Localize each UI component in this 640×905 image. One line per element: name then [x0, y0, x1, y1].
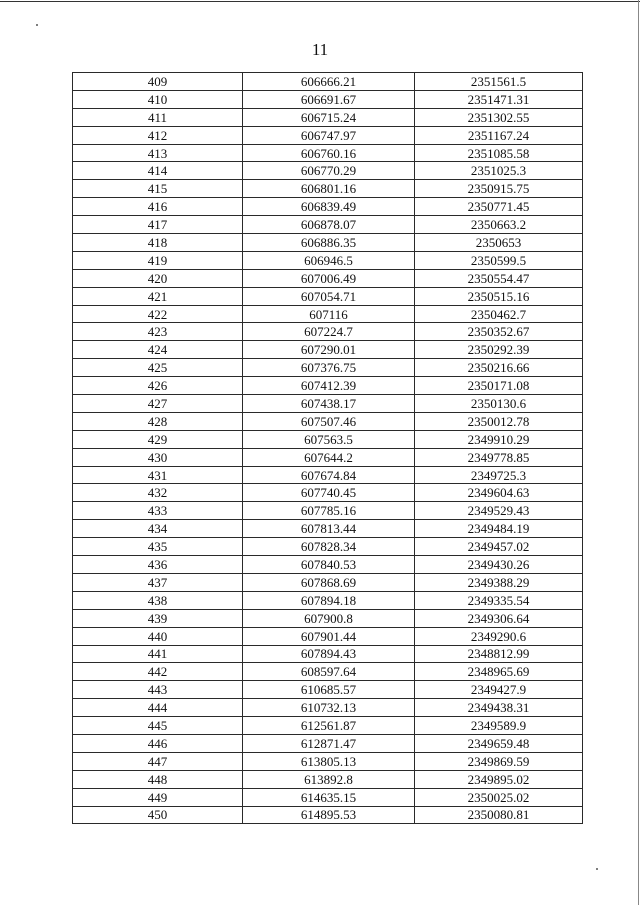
- y-coordinate-cell: 2349869.59: [415, 752, 583, 770]
- y-coordinate-cell: 2349335.54: [415, 591, 583, 609]
- y-coordinate-cell: 2349589.9: [415, 717, 583, 735]
- table-row: [73, 305, 583, 323]
- top-scan-border: [0, 1, 640, 2]
- x-coordinate-cell: 610685.57: [243, 681, 415, 699]
- point-number-cell: 431: [73, 466, 243, 484]
- point-number-cell: 448: [73, 770, 243, 788]
- point-number-cell: 415: [73, 180, 243, 198]
- x-coordinate-cell: 606946.5: [243, 251, 415, 269]
- y-coordinate-cell: 2350171.08: [415, 377, 583, 395]
- y-coordinate-cell: 2349290.6: [415, 627, 583, 645]
- y-coordinate-cell: 2350663.2: [415, 216, 583, 234]
- point-number-cell: 436: [73, 556, 243, 574]
- table-row: [73, 377, 583, 395]
- point-number-cell: 420: [73, 269, 243, 287]
- y-coordinate-cell: 2351302.55: [415, 108, 583, 126]
- y-coordinate-cell: 2350130.6: [415, 395, 583, 413]
- scan-speck: [596, 868, 598, 870]
- table-row: [73, 699, 583, 717]
- x-coordinate-cell: 607674.84: [243, 466, 415, 484]
- y-coordinate-cell: 2349659.48: [415, 734, 583, 752]
- point-number-cell: 425: [73, 359, 243, 377]
- x-coordinate-cell: 613892.8: [243, 770, 415, 788]
- point-number-cell: 441: [73, 645, 243, 663]
- y-coordinate-cell: 2349484.19: [415, 520, 583, 538]
- x-coordinate-cell: 607438.17: [243, 395, 415, 413]
- x-coordinate-cell: 612871.47: [243, 734, 415, 752]
- y-coordinate-cell: 2351085.58: [415, 144, 583, 162]
- table-row: [73, 591, 583, 609]
- x-coordinate-cell: 607006.49: [243, 269, 415, 287]
- table-row: [73, 144, 583, 162]
- x-coordinate-cell: 613805.13: [243, 752, 415, 770]
- table-row: [73, 108, 583, 126]
- coordinates-table-body: [73, 73, 583, 824]
- x-coordinate-cell: 606691.67: [243, 90, 415, 108]
- table-row: [73, 162, 583, 180]
- point-number-cell: 435: [73, 538, 243, 556]
- point-number-cell: 423: [73, 323, 243, 341]
- y-coordinate-cell: 2350771.45: [415, 198, 583, 216]
- y-coordinate-cell: 2350515.16: [415, 287, 583, 305]
- y-coordinate-cell: 2350012.78: [415, 412, 583, 430]
- x-coordinate-cell: 606715.24: [243, 108, 415, 126]
- table-row: [73, 645, 583, 663]
- x-coordinate-cell: 607412.39: [243, 377, 415, 395]
- point-number-cell: 422: [73, 305, 243, 323]
- table-row: [73, 681, 583, 699]
- y-coordinate-cell: 2349725.3: [415, 466, 583, 484]
- point-number-cell: 430: [73, 448, 243, 466]
- x-coordinate-cell: 607740.45: [243, 484, 415, 502]
- table-row: [73, 752, 583, 770]
- table-row: [73, 484, 583, 502]
- y-coordinate-cell: 2351561.5: [415, 73, 583, 91]
- table-row: [73, 788, 583, 806]
- table-row: [73, 251, 583, 269]
- y-coordinate-cell: 2351471.31: [415, 90, 583, 108]
- point-number-cell: 417: [73, 216, 243, 234]
- point-number-cell: 432: [73, 484, 243, 502]
- x-coordinate-cell: 606770.29: [243, 162, 415, 180]
- y-coordinate-cell: 2350352.67: [415, 323, 583, 341]
- y-coordinate-cell: 2349427.9: [415, 681, 583, 699]
- x-coordinate-cell: 606839.49: [243, 198, 415, 216]
- table-row: [73, 73, 583, 91]
- point-number-cell: 442: [73, 663, 243, 681]
- x-coordinate-cell: 607116: [243, 305, 415, 323]
- point-number-cell: 424: [73, 341, 243, 359]
- point-number-cell: 438: [73, 591, 243, 609]
- point-number-cell: 443: [73, 681, 243, 699]
- y-coordinate-cell: 2349910.29: [415, 430, 583, 448]
- point-number-cell: 444: [73, 699, 243, 717]
- point-number-cell: 437: [73, 573, 243, 591]
- x-coordinate-cell: 610732.13: [243, 699, 415, 717]
- point-number-cell: 446: [73, 734, 243, 752]
- y-coordinate-cell: 2350462.7: [415, 305, 583, 323]
- x-coordinate-cell: 614635.15: [243, 788, 415, 806]
- right-scan-border: [638, 0, 639, 905]
- table-row: [73, 717, 583, 735]
- x-coordinate-cell: 607900.8: [243, 609, 415, 627]
- y-coordinate-cell: 2349306.64: [415, 609, 583, 627]
- table-row: [73, 180, 583, 198]
- y-coordinate-cell: 2351025.3: [415, 162, 583, 180]
- table-row: [73, 323, 583, 341]
- table-row: [73, 627, 583, 645]
- table-row: [73, 573, 583, 591]
- table-row: [73, 412, 583, 430]
- point-number-cell: 434: [73, 520, 243, 538]
- table-row: [73, 770, 583, 788]
- point-number-cell: 450: [73, 806, 243, 824]
- x-coordinate-cell: 607290.01: [243, 341, 415, 359]
- y-coordinate-cell: 2349438.31: [415, 699, 583, 717]
- table-row: [73, 448, 583, 466]
- y-coordinate-cell: 2350653: [415, 234, 583, 252]
- x-coordinate-cell: 607828.34: [243, 538, 415, 556]
- table-row: [73, 734, 583, 752]
- y-coordinate-cell: 2350599.5: [415, 251, 583, 269]
- y-coordinate-cell: 2349388.29: [415, 573, 583, 591]
- point-number-cell: 413: [73, 144, 243, 162]
- y-coordinate-cell: 2349895.02: [415, 770, 583, 788]
- point-number-cell: 445: [73, 717, 243, 735]
- point-number-cell: 421: [73, 287, 243, 305]
- point-number-cell: 439: [73, 609, 243, 627]
- x-coordinate-cell: 607901.44: [243, 627, 415, 645]
- y-coordinate-cell: 2350554.47: [415, 269, 583, 287]
- table-row: [73, 395, 583, 413]
- y-coordinate-cell: 2349604.63: [415, 484, 583, 502]
- x-coordinate-cell: 606878.07: [243, 216, 415, 234]
- point-number-cell: 426: [73, 377, 243, 395]
- y-coordinate-cell: 2350292.39: [415, 341, 583, 359]
- page-number: 11: [311, 40, 329, 59]
- x-coordinate-cell: 607894.18: [243, 591, 415, 609]
- x-coordinate-cell: 607868.69: [243, 573, 415, 591]
- coordinates-table: [72, 72, 583, 824]
- x-coordinate-cell: 612561.87: [243, 717, 415, 735]
- point-number-cell: 410: [73, 90, 243, 108]
- point-number-cell: 449: [73, 788, 243, 806]
- scan-speck: [36, 24, 38, 26]
- x-coordinate-cell: 607224.7: [243, 323, 415, 341]
- y-coordinate-cell: 2351167.24: [415, 126, 583, 144]
- y-coordinate-cell: 2348965.69: [415, 663, 583, 681]
- x-coordinate-cell: 607507.46: [243, 412, 415, 430]
- x-coordinate-cell: 608597.64: [243, 663, 415, 681]
- point-number-cell: 411: [73, 108, 243, 126]
- x-coordinate-cell: 607894.43: [243, 645, 415, 663]
- x-coordinate-cell: 607376.75: [243, 359, 415, 377]
- point-number-cell: 419: [73, 251, 243, 269]
- y-coordinate-cell: 2349778.85: [415, 448, 583, 466]
- x-coordinate-cell: 607840.53: [243, 556, 415, 574]
- x-coordinate-cell: 614895.53: [243, 806, 415, 824]
- table-row: [73, 198, 583, 216]
- y-coordinate-cell: 2350080.81: [415, 806, 583, 824]
- table-row: [73, 538, 583, 556]
- table-row: [73, 556, 583, 574]
- table-row: [73, 359, 583, 377]
- table-row: [73, 806, 583, 824]
- point-number-cell: 440: [73, 627, 243, 645]
- point-number-cell: 429: [73, 430, 243, 448]
- y-coordinate-cell: 2350915.75: [415, 180, 583, 198]
- x-coordinate-cell: 606886.35: [243, 234, 415, 252]
- x-coordinate-cell: 607054.71: [243, 287, 415, 305]
- point-number-cell: 433: [73, 502, 243, 520]
- point-number-cell: 427: [73, 395, 243, 413]
- y-coordinate-cell: 2349430.26: [415, 556, 583, 574]
- table-row: [73, 90, 583, 108]
- point-number-cell: 428: [73, 412, 243, 430]
- table-row: [73, 126, 583, 144]
- x-coordinate-cell: 606666.21: [243, 73, 415, 91]
- table-row: [73, 341, 583, 359]
- table-row: [73, 216, 583, 234]
- table-row: [73, 502, 583, 520]
- x-coordinate-cell: 607785.16: [243, 502, 415, 520]
- x-coordinate-cell: 606760.16: [243, 144, 415, 162]
- point-number-cell: 447: [73, 752, 243, 770]
- point-number-cell: 409: [73, 73, 243, 91]
- y-coordinate-cell: 2348812.99: [415, 645, 583, 663]
- y-coordinate-cell: 2349529.43: [415, 502, 583, 520]
- table-row: [73, 269, 583, 287]
- y-coordinate-cell: 2350216.66: [415, 359, 583, 377]
- table-row: [73, 430, 583, 448]
- y-coordinate-cell: 2350025.02: [415, 788, 583, 806]
- table-row: [73, 234, 583, 252]
- x-coordinate-cell: 606747.97: [243, 126, 415, 144]
- table-row: [73, 609, 583, 627]
- y-coordinate-cell: 2349457.02: [415, 538, 583, 556]
- table-row: [73, 466, 583, 484]
- point-number-cell: 412: [73, 126, 243, 144]
- table-row: [73, 663, 583, 681]
- x-coordinate-cell: 607563.5: [243, 430, 415, 448]
- x-coordinate-cell: 606801.16: [243, 180, 415, 198]
- table-row: [73, 520, 583, 538]
- x-coordinate-cell: 607644.2: [243, 448, 415, 466]
- point-number-cell: 416: [73, 198, 243, 216]
- point-number-cell: 418: [73, 234, 243, 252]
- x-coordinate-cell: 607813.44: [243, 520, 415, 538]
- table-row: [73, 287, 583, 305]
- point-number-cell: 414: [73, 162, 243, 180]
